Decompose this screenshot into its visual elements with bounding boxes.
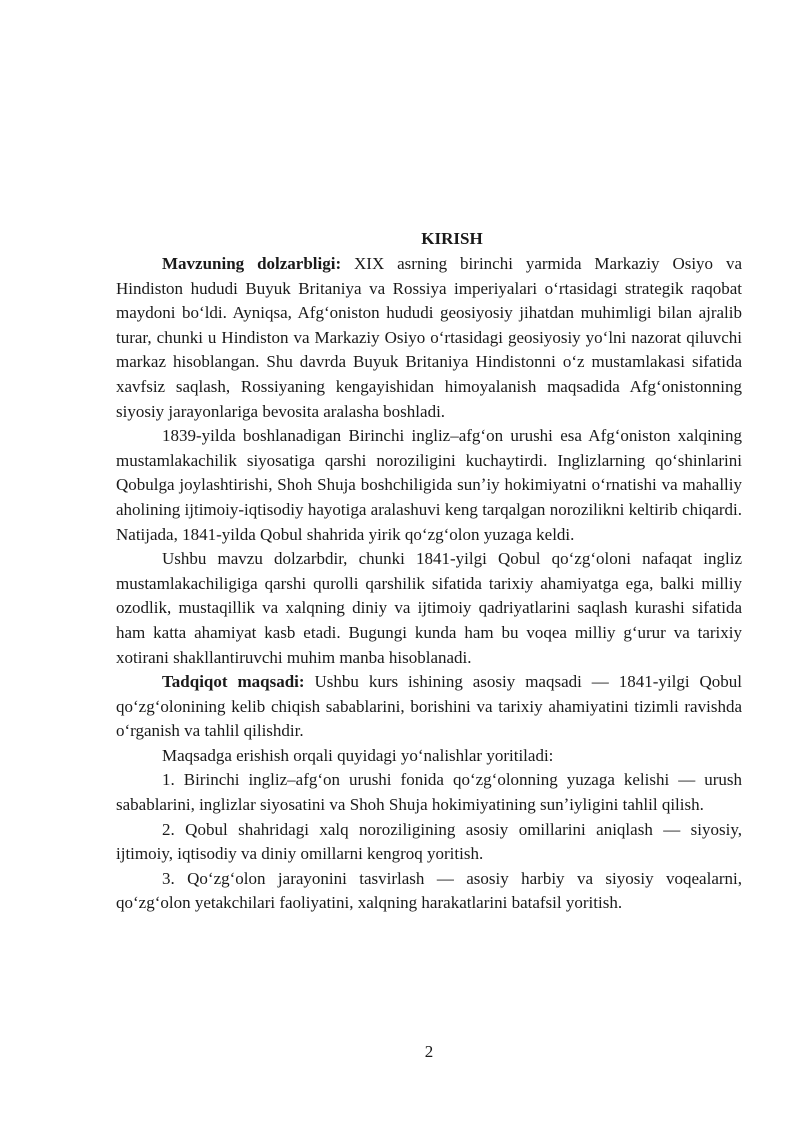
paragraph-text: Ushbu kurs ishining asosiy maqsadi — 1841-yilgi Qobul qoʻzgʻolonining kelib chiqish sabablarini, borishini va tarixiy ahamiyatini tizimli ravishda oʻrganish va tahlil qilishdir. [116,672,742,741]
paragraph-text: 2. Qobul shahridagi xalq noroziligining asosiy omillarini aniqlash — siyosiy, ijtimoiy, iqtisodiy va diniy omillarni kengroq yoritish. [116,819,742,864]
paragraph-directions-intro [116,744,742,769]
paragraph-text: 1839-yilda boshlanadigan Birinchi ingliz–afgʻon urushi esa Afgʻoniston xalqining mustamlakachilik siyosatiga qarshi noroziligini kuchaytirdi. Inglizlarning qoʻshinlarini Qobulga joylashtirishi, Shoh Shuja boshchiligida sunʼiy hokimiyatni oʻrnatishi va mahalliy aholining ijtimoiy-iqtisodiy hayotiga aralashuvi keng tarqalgan norozilikni keltirib chiqardi. Natijada, 1841-yilda Qobul shahrida yirik qoʻzgʻolon yuzaga keldi. [116,426,742,544]
document-page [116,227,742,916]
list-item-3 [116,867,742,916]
paragraph-research-goal [116,670,742,744]
paragraph-lead: Mavzuning dolzarbligi: [162,254,342,273]
page-number: 2 [424,1042,434,1061]
paragraph-war-background [116,424,742,547]
paragraph-lead: Tadqiqot maqsadi: [162,672,305,692]
paragraph-text: XIX asrning birinchi yarmida Markaziy Osiyo va Hindiston hududi Buyuk Britaniya va Rossiya imperiyalari oʻrtasidagi strategik raqobat maydoni boʻldi. Ayniqsa, Afgʻoniston hududi geosiyosiy jihatdan muhimligi bilan ajralib turar, chunki u Hindiston va Markaziy Osiyo oʻrtasidagi geosiyosiy yoʻlni nazorat qiluvchi markaz hisoblangan. Shu davrda Buyuk Britaniya Hindistonni oʻz mustamlakasi sifatida xavfsiz saqlash, Rossiyaning kengayishidan himoyalanish maqsadida Afgʻonistonning siyosiy jarayonlariga bevosita aralasha boshladi. [116,254,742,421]
paragraph-topic-importance [116,547,742,670]
paragraph-text: Maqsadga erishish orqali quyidagi yoʻnalishlar yoritiladi: [162,745,554,765]
list-item-2 [116,818,742,867]
paragraph-text: 3. Qoʻzgʻolon jarayonini tasvirlash — asosiy harbiy va siyosiy voqealarni, qoʻzgʻolon yetakchilari faoliyatini, xalqning harakatlarini batafsil yoritish. [116,868,742,913]
section-heading: KIRISH [421,229,483,248]
paragraph-relevance [116,252,742,424]
paragraph-text: 1. Birinchi ingliz–afgʻon urushi fonida qoʻzgʻolonning yuzaga kelishi — urush sabablarini, inglizlar siyosatini va Shoh Shuja hokimiyatining sunʼiyligini tahlil qilish. [116,770,742,815]
list-item-1 [116,768,742,817]
paragraph-text: Ushbu mavzu dolzarbdir, chunki 1841-yilgi Qobul qoʻzgʻoloni nafaqat ingliz mustamlakachiligiga qarshi qurolli qarshilik sifatida tarixiy ahamiyatga ega, balki milliy ozodlik, mustaqillik va xalqning diniy va ijtimoiy qadriyatlarini saqlash kurashi sifatida ham katta ahamiyat kasb etadi. Bugungi kunda ham bu voqea milliy gʻurur va tarixiy xotirani shakllantiruvchi muhim manba hisoblanadi. [116,549,742,667]
